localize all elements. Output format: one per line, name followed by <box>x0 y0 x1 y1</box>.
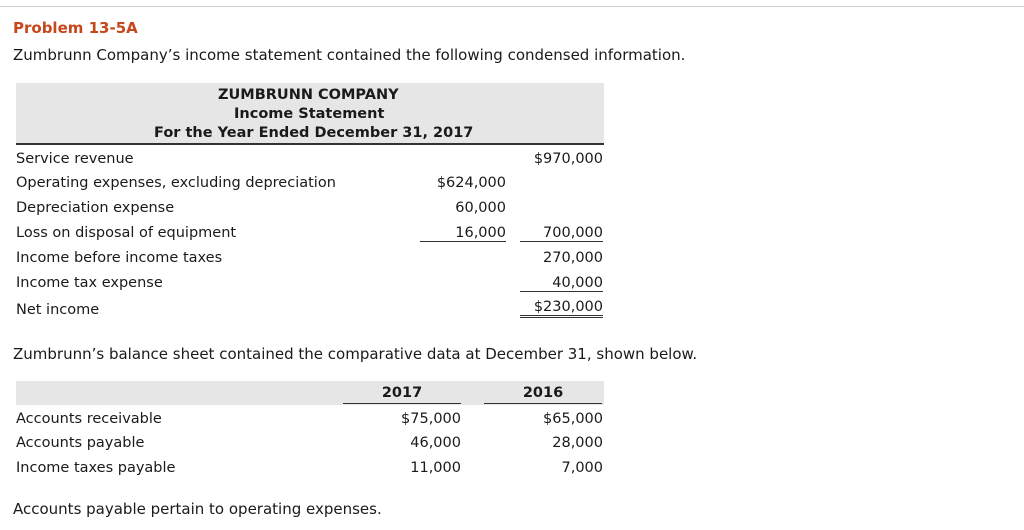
row-label: Service revenue <box>16 151 134 167</box>
statement-period: For the Year Ended December 31, 2017 <box>154 125 474 141</box>
statement-name: Income Statement <box>234 106 385 122</box>
row-label: Loss on disposal of equipment <box>16 225 237 241</box>
row-label: Income before income taxes <box>16 250 223 266</box>
balance-row-label: Income taxes payable <box>16 460 176 476</box>
row-label: Income tax expense <box>16 275 163 291</box>
balance-intro: Zumbrunn’s balance sheet contained the comparative data at December 31, shown below. <box>13 345 698 363</box>
column-header-2017: 2017 <box>381 385 423 401</box>
balance-row-label: Accounts receivable <box>16 411 162 427</box>
row-label: Net income <box>16 302 100 318</box>
problem-intro: Zumbrunn Company’s income statement contained the following condensed information. <box>13 46 686 64</box>
problem-title: Problem 13-5A <box>13 19 138 37</box>
column-rule <box>343 403 461 404</box>
balance-value-2016: 7,000 <box>561 460 603 476</box>
balance-value-2016: 28,000 <box>552 435 603 451</box>
balance-value-2016: $65,000 <box>543 411 603 427</box>
footnote: Accounts payable pertain to operating expenses. <box>13 500 382 518</box>
row-inner-value: 60,000 <box>455 200 506 216</box>
balance-row-label: Accounts payable <box>16 435 145 451</box>
row-outer-value: $970,000 <box>533 151 603 167</box>
balance-value-2017: $75,000 <box>401 411 461 427</box>
top-divider <box>0 6 1024 7</box>
net-income-value: $230,000 <box>520 299 603 318</box>
row-outer-value: 270,000 <box>543 250 603 266</box>
company-name: ZUMBRUNN COMPANY <box>218 87 399 103</box>
row-outer-value: 40,000 <box>520 275 603 292</box>
balance-value-2017: 11,000 <box>410 460 461 476</box>
row-inner-value: 16,000 <box>420 225 506 242</box>
column-rule <box>484 403 602 404</box>
row-inner-value: $624,000 <box>436 175 506 191</box>
row-label: Operating expenses, excluding depreciation <box>16 175 336 191</box>
column-header-2016: 2016 <box>522 385 564 401</box>
row-outer-value: 700,000 <box>520 225 603 242</box>
row-label: Depreciation expense <box>16 200 175 216</box>
balance-value-2017: 46,000 <box>410 435 461 451</box>
